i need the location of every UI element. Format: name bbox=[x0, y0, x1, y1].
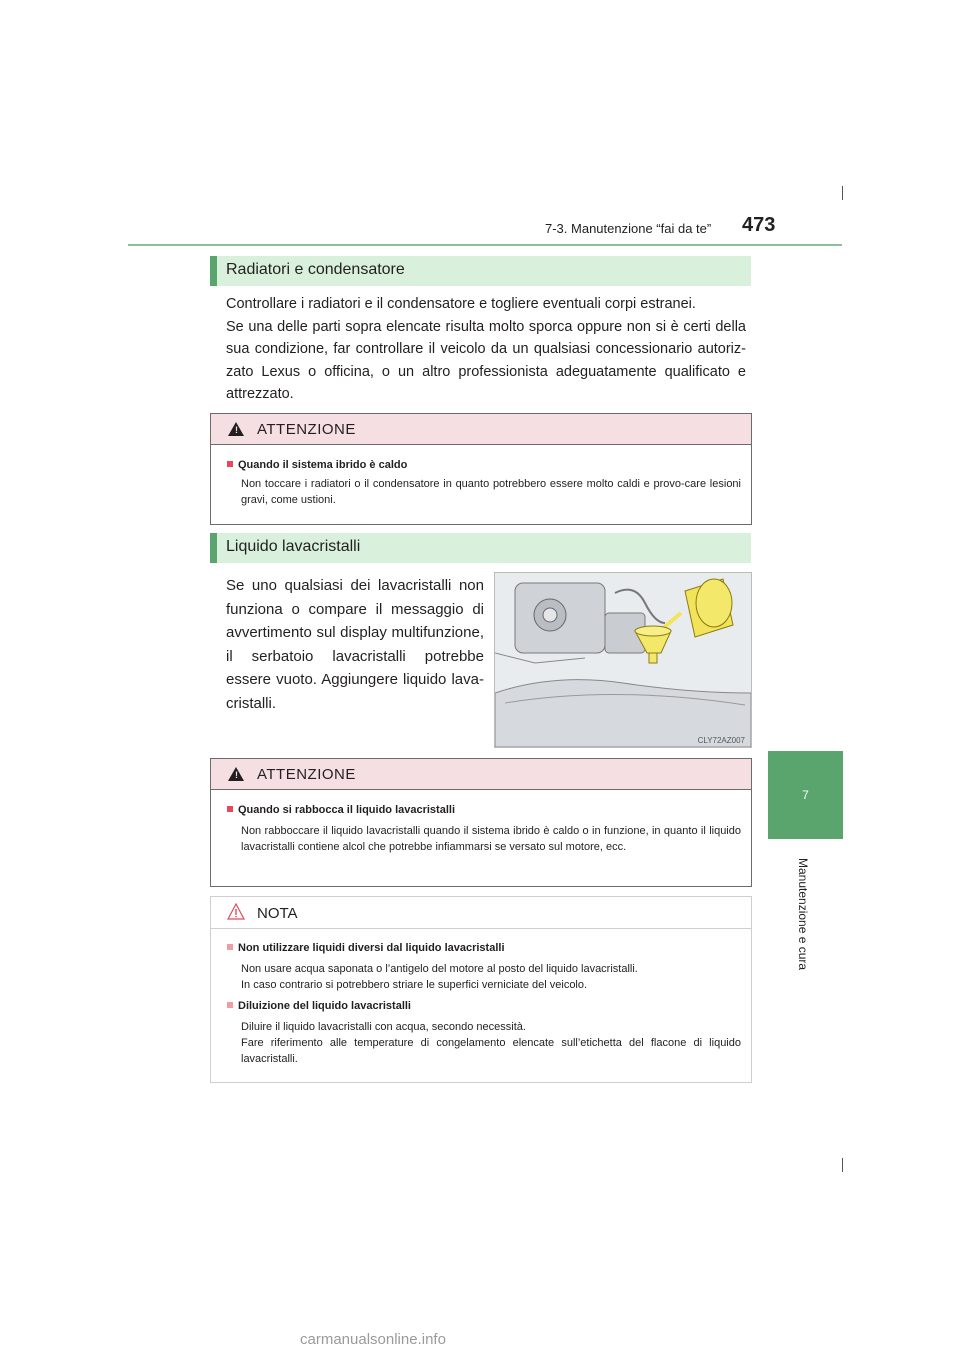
crop-mark-top bbox=[842, 186, 843, 200]
chapter-tab: 7 bbox=[768, 751, 843, 839]
note-item-body: Non usare acqua saponata o l’antigelo del motore al posto del liquido lavacristalli. In caso contrario si potrebbero striare le superfici verniciate del veicolo. bbox=[241, 963, 638, 991]
crop-mark-bottom bbox=[842, 1158, 843, 1172]
warning-label: ATTENZIONE bbox=[257, 421, 356, 438]
note-item-title: Non utilizzare liquidi diversi dal liquido lavacristalli bbox=[227, 942, 505, 954]
bullet-square-icon bbox=[227, 461, 233, 467]
note-item-title: Diluizione del liquido lavacristalli bbox=[227, 1000, 411, 1012]
bullet-square-icon bbox=[227, 806, 233, 812]
warning-icon: ! bbox=[228, 767, 244, 781]
warning-box-refill bbox=[210, 758, 752, 887]
section-heading-lavacristalli bbox=[210, 533, 751, 563]
caution-outline-icon bbox=[227, 903, 245, 921]
warning-icon: ! bbox=[228, 422, 244, 436]
section-heading-text: Radiatori e condensatore bbox=[226, 261, 405, 278]
note-label: NOTA bbox=[257, 905, 298, 922]
washer-fluid-fill-drawing bbox=[495, 573, 751, 747]
lavacristalli-paragraph: Se uno qualsiasi dei lavacristalli non funziona o compare il messaggio di avvertimento sul display multifunzione, il serbatoio lavacristalli potrebbe essere vuoto. Aggiungere liquido lava-cristalli. bbox=[226, 577, 484, 712]
warning-header bbox=[211, 414, 751, 445]
watermark: carmanualsonline.info bbox=[300, 1331, 446, 1348]
page-number: 473 bbox=[742, 214, 776, 236]
note-header bbox=[211, 897, 751, 929]
warning-item-body: Non toccare i radiatori o il condensatore in quanto potrebbero essere molto caldi e provo-care lesioni gravi, come ustioni. bbox=[241, 478, 741, 506]
bullet-square-icon bbox=[227, 944, 233, 950]
section-heading-bar bbox=[210, 256, 217, 286]
warning-header bbox=[211, 759, 751, 790]
engine-bay-illustration bbox=[494, 572, 752, 748]
note-item-body: Diluire il liquido lavacristalli con acqua, secondo necessità. Fare riferimento alle temperature di congelamento elencate sull’etichetta del flacone di liquido lavacristalli. bbox=[241, 1021, 741, 1065]
warning-label: ATTENZIONE bbox=[257, 766, 356, 783]
figure-code: CLY72AZ007 bbox=[697, 736, 745, 745]
section-heading-radiatori bbox=[210, 256, 751, 286]
header-section-title: 7-3. Manutenzione “fai da te” bbox=[545, 221, 712, 236]
radiatori-paragraph: Controllare i radiatori e il condensatore e togliere eventuali corpi estranei. Se una delle parti sopra elencate risulta molto sporca oppure non si è certi della sua condizione, far controllare il veicolo da un qualsiasi concessionario autoriz-zato Lexus o officina, o un altro professionista adeguatamente qualificato e attrezzato. bbox=[226, 296, 746, 402]
header-rule bbox=[128, 244, 842, 246]
chapter-label: Manutenzione e cura bbox=[796, 858, 810, 971]
warning-item-body: Non rabboccare il liquido lavacristalli quando il sistema ibrido è caldo o in funzione, in quanto il liquido lavacristalli contiene alcol che potrebbe infiammarsi se versato sul motore, ecc. bbox=[241, 825, 741, 853]
bullet-square-icon bbox=[227, 1002, 233, 1008]
warning-box-hot-system bbox=[210, 413, 752, 525]
warning-item-title: Quando il sistema ibrido è caldo bbox=[227, 459, 407, 471]
section-heading-bar bbox=[210, 533, 217, 563]
section-heading-text: Liquido lavacristalli bbox=[226, 538, 361, 555]
warning-item-title: Quando si rabbocca il liquido lavacristalli bbox=[227, 804, 455, 816]
note-box bbox=[210, 896, 752, 1083]
